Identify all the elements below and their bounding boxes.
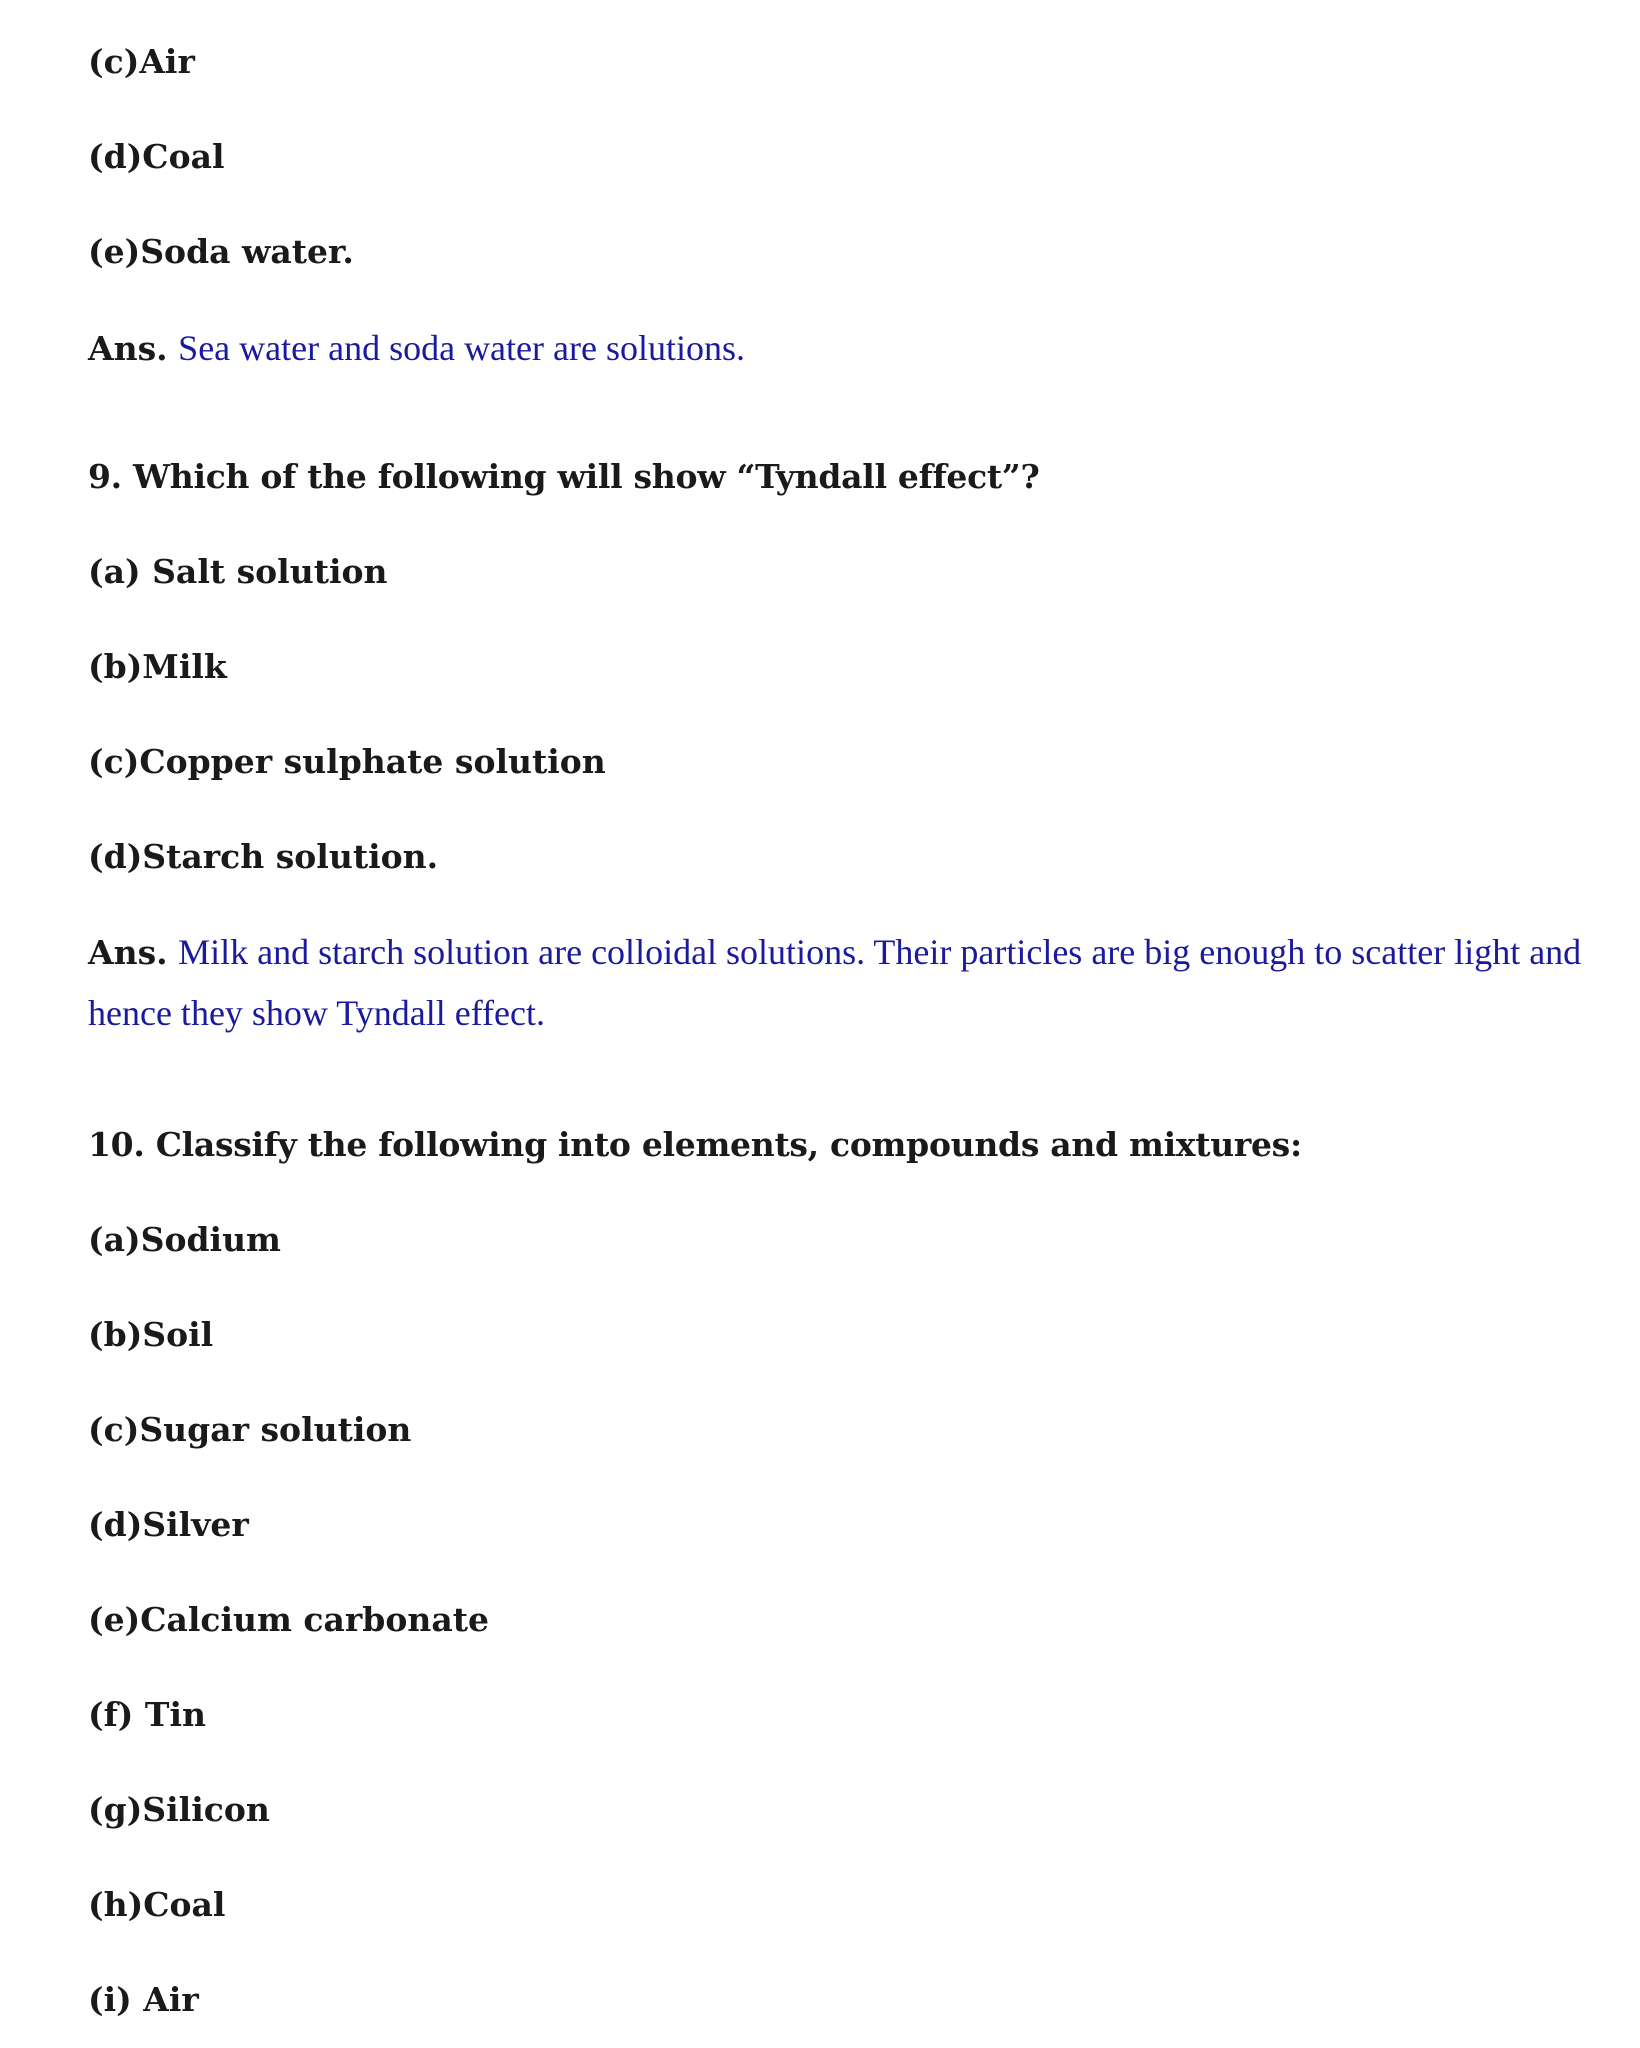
- q10-option-f: (f) Tin: [88, 1695, 206, 1734]
- q10-option-e: (e)Calcium carbonate: [88, 1600, 489, 1639]
- q8-option-e: (e)Soda water.: [88, 232, 354, 271]
- q8-option-c: (c)Air: [88, 42, 195, 81]
- q10-option-a: (a)Sodium: [88, 1220, 281, 1259]
- q9-answer-label: Ans.: [88, 933, 168, 972]
- q9-option-c: (c)Copper sulphate solution: [88, 742, 606, 781]
- q10-option-b: (b)Soil: [88, 1315, 214, 1354]
- q9-option-b: (b)Milk: [88, 647, 227, 686]
- q8-option-d: (d)Coal: [88, 137, 225, 176]
- q10-option-d: (d)Silver: [88, 1505, 249, 1544]
- q8-answer: [88, 318, 1608, 379]
- q9-option-a: (a) Salt solution: [88, 552, 388, 591]
- q10-option-h: (h)Coal: [88, 1885, 226, 1924]
- q9-option-d: (d)Starch solution.: [88, 837, 439, 876]
- q9-question: 9. Which of the following will show “Tyndall effect”?: [88, 457, 1040, 496]
- q9-answer-text: Milk and starch solution are colloidal solutions. Their particles are big enough to scatter light and hence they show Tyndall effect.: [88, 932, 1582, 1033]
- q10-option-g: (g)Silicon: [88, 1790, 270, 1829]
- q8-answer-text: Sea water and soda water are solutions.: [178, 328, 745, 368]
- q8-answer-label: Ans.: [88, 329, 168, 368]
- q10-option-i: (i) Air: [88, 1980, 199, 2019]
- q10-option-c: (c)Sugar solution: [88, 1410, 412, 1449]
- q9-answer: [88, 922, 1608, 1044]
- q10-question: 10. Classify the following into elements, compounds and mixtures:: [88, 1125, 1302, 1164]
